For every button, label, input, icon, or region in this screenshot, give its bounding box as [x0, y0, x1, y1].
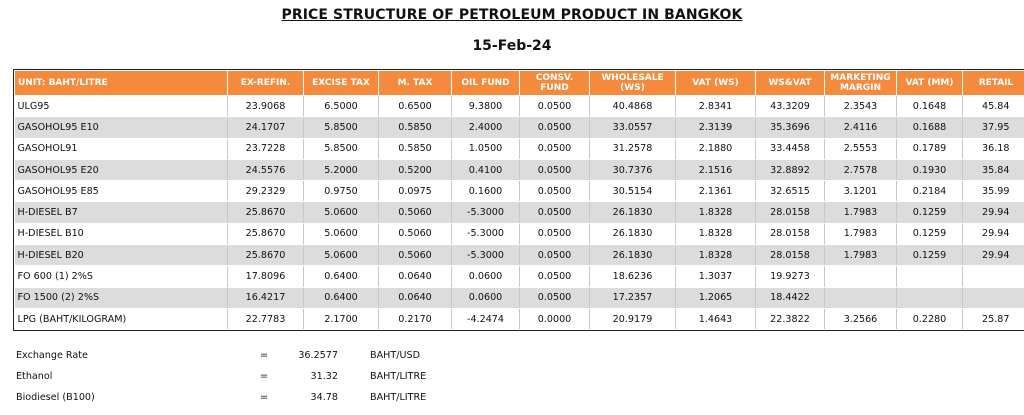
price-cell: 5.8500: [304, 138, 379, 159]
rate-label: Ethanol: [16, 371, 53, 382]
column-header: CONSV. FUND: [520, 71, 590, 96]
rate-row: [16, 350, 616, 371]
price-cell: 28.0158: [756, 202, 825, 223]
price-cell: 23.9068: [228, 96, 304, 117]
price-cell: 17.2357: [590, 287, 676, 308]
price-cell: 24.1707: [228, 117, 304, 138]
price-cell: 5.2000: [304, 159, 379, 180]
price-cell: 2.3543: [825, 96, 897, 117]
price-cell: 0.9750: [304, 181, 379, 202]
price-cell: [963, 287, 1024, 308]
price-cell: 0.1789: [897, 138, 963, 159]
rate-value: 34.78: [310, 392, 338, 403]
column-header: VAT (WS): [676, 71, 756, 96]
price-cell: 25.8670: [228, 202, 304, 223]
price-cell: 0.0975: [379, 181, 452, 202]
column-header: RETAIL: [963, 71, 1024, 96]
price-cell: 2.5553: [825, 138, 897, 159]
price-cell: 1.0500: [452, 138, 520, 159]
price-cell: 33.4458: [756, 138, 825, 159]
table-row: [15, 117, 1024, 138]
table-row: [15, 138, 1024, 159]
rate-label: Biodiesel (B100): [16, 392, 95, 403]
price-cell: 29.94: [963, 245, 1024, 266]
price-cell: 1.2065: [676, 287, 756, 308]
price-table: [14, 70, 1024, 330]
price-cell: 0.5060: [379, 202, 452, 223]
column-header: EX-REFIN.: [228, 71, 304, 96]
price-cell: 32.8892: [756, 159, 825, 180]
price-cell: 18.4422: [756, 287, 825, 308]
price-cell: 22.7783: [228, 308, 304, 329]
price-cell: 0.0600: [452, 266, 520, 287]
price-cell: 0.1259: [897, 245, 963, 266]
price-cell: 0.0500: [520, 266, 590, 287]
table-row: [15, 159, 1024, 180]
product-name: ULG95: [15, 96, 228, 117]
product-name: H-DIESEL B10: [15, 223, 228, 244]
product-name: GASOHOL95 E20: [15, 159, 228, 180]
price-cell: 0.5850: [379, 117, 452, 138]
column-header: M. TAX: [379, 71, 452, 96]
price-cell: 35.3696: [756, 117, 825, 138]
rate-row: [16, 371, 616, 392]
price-cell: 0.0500: [520, 138, 590, 159]
price-cell: 3.1201: [825, 181, 897, 202]
price-cell: 2.7578: [825, 159, 897, 180]
price-cell: [963, 266, 1024, 287]
price-cell: 25.8670: [228, 223, 304, 244]
product-name: H-DIESEL B20: [15, 245, 228, 266]
price-cell: 0.5060: [379, 245, 452, 266]
table-row: [15, 181, 1024, 202]
rate-row: [16, 392, 616, 413]
price-cell: 17.8096: [228, 266, 304, 287]
price-cell: 1.3037: [676, 266, 756, 287]
price-cell: 16.4217: [228, 287, 304, 308]
price-cell: 19.9273: [756, 266, 825, 287]
price-cell: 0.2280: [897, 308, 963, 329]
product-name: FO 600 (1) 2%S: [15, 266, 228, 287]
price-cell: 23.7228: [228, 138, 304, 159]
report-date: 15-Feb-24: [472, 38, 552, 54]
price-cell: 28.0158: [756, 223, 825, 244]
price-cell: 24.5576: [228, 159, 304, 180]
column-header: WHOLESALE (WS): [590, 71, 676, 96]
rate-value: 36.2577: [298, 350, 338, 361]
page-title: PRICE STRUCTURE OF PETROLEUM PRODUCT IN BANGKOK: [281, 7, 743, 23]
product-name: LPG (BAHT/KILOGRAM): [15, 308, 228, 329]
price-cell: 0.0500: [520, 245, 590, 266]
price-cell: 2.1700: [304, 308, 379, 329]
price-cell: 1.8328: [676, 245, 756, 266]
price-cell: -4.2474: [452, 308, 520, 329]
price-cell: 0.0640: [379, 266, 452, 287]
price-cell: [897, 287, 963, 308]
price-cell: 0.0500: [520, 159, 590, 180]
price-cell: 0.0500: [520, 223, 590, 244]
price-cell: 37.95: [963, 117, 1024, 138]
price-cell: 0.5060: [379, 223, 452, 244]
table-row: [15, 245, 1024, 266]
price-cell: 6.5000: [304, 96, 379, 117]
price-cell: 1.8328: [676, 202, 756, 223]
table-row: [15, 287, 1024, 308]
price-cell: 0.2170: [379, 308, 452, 329]
price-cell: 18.6236: [590, 266, 676, 287]
product-name: FO 1500 (2) 2%S: [15, 287, 228, 308]
price-cell: 33.0557: [590, 117, 676, 138]
price-cell: 5.0600: [304, 202, 379, 223]
price-cell: 0.1259: [897, 223, 963, 244]
price-cell: 3.2566: [825, 308, 897, 329]
rate-unit: BAHT/LITRE: [370, 371, 427, 382]
price-cell: 2.8341: [676, 96, 756, 117]
price-cell: 0.0000: [520, 308, 590, 329]
equals-sign: =: [260, 392, 269, 403]
column-header: UNIT: BAHT/LITRE: [15, 71, 228, 96]
price-cell: 26.1830: [590, 245, 676, 266]
price-cell: 0.2184: [897, 181, 963, 202]
column-header: OIL FUND: [452, 71, 520, 96]
price-cell: 0.0500: [520, 202, 590, 223]
price-cell: 26.1830: [590, 202, 676, 223]
column-header: WS&VAT: [756, 71, 825, 96]
price-cell: 1.7983: [825, 223, 897, 244]
table-row: [15, 202, 1024, 223]
price-cell: 2.3139: [676, 117, 756, 138]
price-cell: 5.0600: [304, 245, 379, 266]
price-cell: 2.1516: [676, 159, 756, 180]
price-cell: 0.0640: [379, 287, 452, 308]
price-cell: 25.87: [963, 308, 1024, 329]
table-body: [15, 96, 1024, 330]
price-cell: 30.7376: [590, 159, 676, 180]
price-cell: 32.6515: [756, 181, 825, 202]
price-cell: 43.3209: [756, 96, 825, 117]
price-cell: 5.0600: [304, 223, 379, 244]
price-cell: [825, 266, 897, 287]
price-cell: 0.0500: [520, 181, 590, 202]
price-cell: 1.8328: [676, 223, 756, 244]
rates-section: [16, 350, 616, 413]
price-cell: 0.0500: [520, 287, 590, 308]
product-name: GASOHOL91: [15, 138, 228, 159]
table-header-row: [15, 71, 1024, 96]
column-header: EXCISE TAX: [304, 71, 379, 96]
price-cell: 20.9179: [590, 308, 676, 329]
price-cell: 2.4116: [825, 117, 897, 138]
price-cell: 26.1830: [590, 223, 676, 244]
price-cell: 35.99: [963, 181, 1024, 202]
price-cell: 28.0158: [756, 245, 825, 266]
price-cell: 0.1930: [897, 159, 963, 180]
price-cell: 9.3800: [452, 96, 520, 117]
table-row: [15, 266, 1024, 287]
price-cell: [897, 266, 963, 287]
price-cell: 45.84: [963, 96, 1024, 117]
price-cell: 0.0600: [452, 287, 520, 308]
price-cell: 0.1648: [897, 96, 963, 117]
price-cell: 2.1880: [676, 138, 756, 159]
table-row: [15, 223, 1024, 244]
product-name: GASOHOL95 E85: [15, 181, 228, 202]
rate-value: 31.32: [310, 371, 338, 382]
price-cell: 35.84: [963, 159, 1024, 180]
price-cell: 0.1600: [452, 181, 520, 202]
equals-sign: =: [260, 371, 269, 382]
price-cell: 29.94: [963, 223, 1024, 244]
price-cell: 30.5154: [590, 181, 676, 202]
price-cell: 0.6400: [304, 287, 379, 308]
price-cell: -5.3000: [452, 245, 520, 266]
rate-unit: BAHT/LITRE: [370, 392, 427, 403]
table-row: [15, 308, 1024, 329]
price-cell: 0.4100: [452, 159, 520, 180]
price-cell: 0.6500: [379, 96, 452, 117]
price-cell: 2.4000: [452, 117, 520, 138]
price-cell: 0.5200: [379, 159, 452, 180]
rate-unit: BAHT/USD: [370, 350, 420, 361]
price-cell: 36.18: [963, 138, 1024, 159]
product-name: GASOHOL95 E10: [15, 117, 228, 138]
price-cell: 1.7983: [825, 202, 897, 223]
price-cell: 40.4868: [590, 96, 676, 117]
price-cell: 0.0500: [520, 117, 590, 138]
price-cell: 0.5850: [379, 138, 452, 159]
price-cell: 0.6400: [304, 266, 379, 287]
price-cell: -5.3000: [452, 223, 520, 244]
column-header: MARKETING MARGIN: [825, 71, 897, 96]
price-cell: 1.4643: [676, 308, 756, 329]
price-cell: 0.0500: [520, 96, 590, 117]
price-cell: 29.2329: [228, 181, 304, 202]
product-name: H-DIESEL B7: [15, 202, 228, 223]
price-cell: 0.1259: [897, 202, 963, 223]
column-header: VAT (MM): [897, 71, 963, 96]
price-cell: 22.3822: [756, 308, 825, 329]
price-cell: -5.3000: [452, 202, 520, 223]
price-cell: 1.7983: [825, 245, 897, 266]
price-cell: 0.1688: [897, 117, 963, 138]
price-cell: 25.8670: [228, 245, 304, 266]
rate-label: Exchange Rate: [16, 350, 88, 361]
table-row: [15, 96, 1024, 117]
price-cell: [825, 287, 897, 308]
price-cell: 5.8500: [304, 117, 379, 138]
price-cell: 29.94: [963, 202, 1024, 223]
equals-sign: =: [260, 350, 269, 361]
price-cell: 31.2578: [590, 138, 676, 159]
price-cell: 2.1361: [676, 181, 756, 202]
